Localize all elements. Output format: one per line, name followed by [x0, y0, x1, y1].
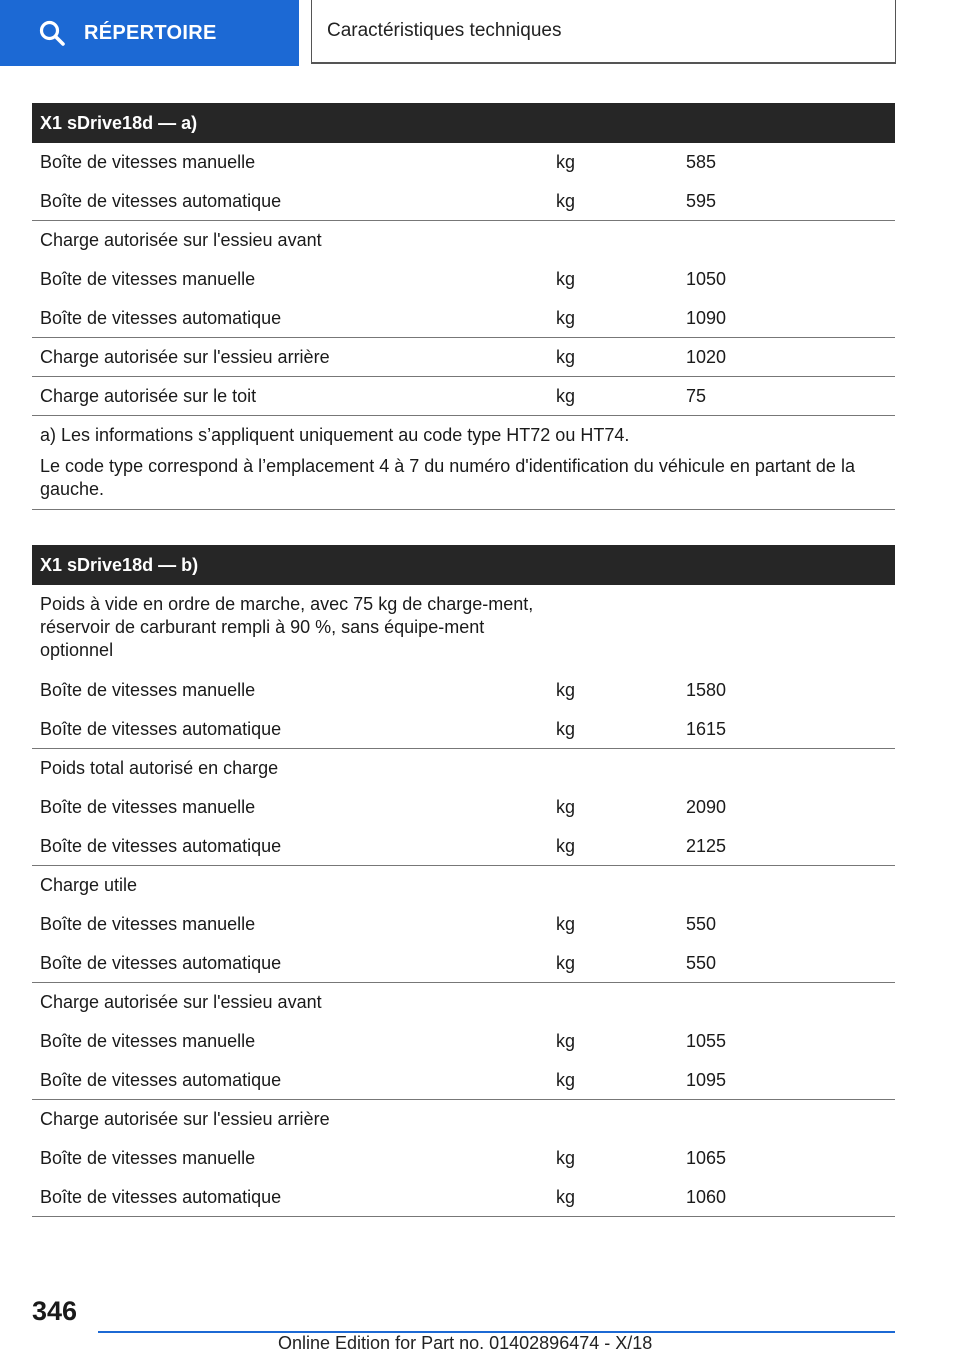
- table-row: [32, 1022, 895, 1061]
- table-row: [32, 944, 895, 983]
- top-bar: [0, 0, 960, 66]
- table-row: [32, 143, 895, 182]
- row-unit: [548, 229, 678, 260]
- search-icon: [38, 19, 66, 47]
- row-value: [678, 1108, 895, 1139]
- table-row: [32, 1139, 895, 1178]
- row-unit: kg: [556, 269, 576, 289]
- row-value: 1095: [686, 1070, 727, 1090]
- footnote-line: a) Les informations s’appliquent uniquement au code type HT72 ou HT74.: [40, 425, 630, 445]
- row-unit: kg: [556, 347, 576, 367]
- row-value: 75: [686, 386, 707, 406]
- row-value: 2090: [686, 797, 727, 817]
- row-value: [678, 229, 895, 260]
- row-label: Boîte de vitesses manuelle: [40, 797, 256, 817]
- row-value: [678, 757, 895, 788]
- row-label: Boîte de vitesses automatique: [40, 308, 282, 328]
- table-a-footnote: [32, 416, 895, 510]
- row-label: Boîte de vitesses manuelle: [40, 914, 256, 934]
- row-value: 1060: [686, 1187, 727, 1207]
- row-value: 1065: [686, 1148, 727, 1168]
- table-row: [32, 905, 895, 944]
- table-row: [32, 866, 895, 905]
- row-value: 585: [686, 152, 717, 172]
- row-unit: kg: [556, 308, 576, 328]
- row-label: Boîte de vitesses manuelle: [40, 1031, 256, 1051]
- row-label: Poids total autorisé en charge: [40, 758, 279, 778]
- table-row: [32, 671, 895, 710]
- row-unit: kg: [556, 680, 576, 700]
- row-label: Poids à vide en ordre de marche, avec 75 kg de charge-ment, réservoir de carburant rempli à 90 %, sans équipe-ment optionnel: [40, 594, 534, 660]
- row-value: 1050: [686, 269, 727, 289]
- row-unit: kg: [556, 914, 576, 934]
- table-row: [32, 710, 895, 749]
- spec-table-a: [32, 103, 895, 510]
- row-value: 1580: [686, 680, 727, 700]
- row-label: Boîte de vitesses automatique: [40, 191, 282, 211]
- row-label: Charge utile: [40, 875, 138, 895]
- table-row: [32, 377, 895, 416]
- row-label: Boîte de vitesses manuelle: [40, 680, 256, 700]
- row-label: Charge autorisée sur l'essieu arrière: [40, 347, 330, 367]
- chapter-title[interactable]: Caractéristiques techniques: [311, 0, 896, 64]
- row-value: 550: [686, 953, 717, 973]
- row-unit: kg: [556, 719, 576, 739]
- row-value: [678, 991, 895, 1022]
- row-label: Boîte de vitesses automatique: [40, 1187, 282, 1207]
- table-row: [32, 221, 895, 260]
- table-row: [32, 585, 895, 671]
- row-label: Charge autorisée sur l'essieu avant: [40, 992, 322, 1012]
- row-value: 595: [686, 191, 717, 211]
- table-row: [32, 749, 895, 788]
- row-label: Boîte de vitesses automatique: [40, 953, 282, 973]
- row-unit: [548, 874, 678, 905]
- table-row: [32, 827, 895, 866]
- table-row: [32, 182, 895, 221]
- row-label: Charge autorisée sur l'essieu avant: [40, 230, 322, 250]
- table-b-header: X1 sDrive18d — b): [32, 545, 895, 585]
- row-value: 2125: [686, 836, 727, 856]
- table-row: [32, 338, 895, 377]
- row-unit: kg: [556, 1070, 576, 1090]
- row-unit: [548, 593, 678, 671]
- row-label: Charge autorisée sur le toit: [40, 386, 257, 406]
- row-unit: [548, 991, 678, 1022]
- row-value: 1020: [686, 347, 727, 367]
- index-button[interactable]: [0, 0, 299, 66]
- row-value: 550: [686, 914, 717, 934]
- footnote-line: Le code type correspond à l’emplacement 4 à 7 du numéro d'identification du véhicule en partant de la gauche.: [40, 456, 855, 499]
- row-label: Boîte de vitesses automatique: [40, 719, 282, 739]
- row-unit: kg: [556, 797, 576, 817]
- table-row: [32, 1178, 895, 1217]
- row-value: 1090: [686, 308, 727, 328]
- row-unit: kg: [556, 152, 576, 172]
- row-label: Boîte de vitesses manuelle: [40, 269, 256, 289]
- row-unit: kg: [556, 953, 576, 973]
- footer-edition: Online Edition for Part no. 01402896474 - X/18: [278, 1333, 653, 1353]
- spec-table-b: [32, 545, 895, 1217]
- table-row: [32, 1061, 895, 1100]
- table-row: [32, 983, 895, 1022]
- table-row: [32, 788, 895, 827]
- page-number: 346: [32, 1296, 78, 1326]
- row-unit: [548, 1108, 678, 1139]
- row-label: Boîte de vitesses manuelle: [40, 1148, 256, 1168]
- row-value: 1615: [686, 719, 727, 739]
- row-value: [678, 593, 895, 671]
- row-unit: kg: [556, 1187, 576, 1207]
- row-label: Charge autorisée sur l'essieu arrière: [40, 1109, 330, 1129]
- row-unit: [548, 757, 678, 788]
- row-unit: kg: [556, 836, 576, 856]
- row-label: Boîte de vitesses automatique: [40, 1070, 282, 1090]
- row-unit: kg: [556, 386, 576, 406]
- row-value: [678, 874, 895, 905]
- table-a-header: X1 sDrive18d — a): [32, 103, 895, 143]
- row-unit: kg: [556, 1148, 576, 1168]
- table-row: [32, 260, 895, 299]
- index-button-label: RÉPERTOIRE: [84, 21, 217, 44]
- row-label: Boîte de vitesses automatique: [40, 836, 282, 856]
- table-row: [32, 299, 895, 338]
- row-label: Boîte de vitesses manuelle: [40, 152, 256, 172]
- row-unit: kg: [556, 191, 576, 211]
- table-row: [32, 1100, 895, 1139]
- row-value: 1055: [686, 1031, 727, 1051]
- row-unit: kg: [556, 1031, 576, 1051]
